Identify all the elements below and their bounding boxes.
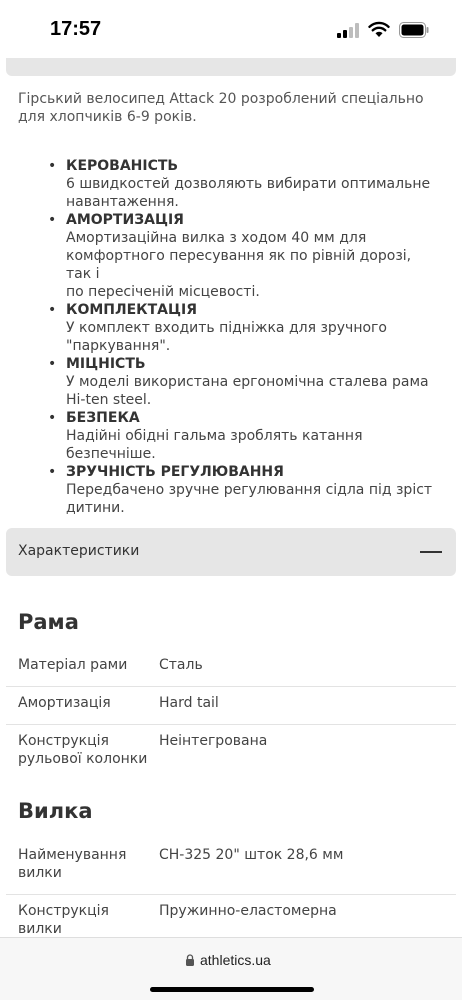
feature-text: У комплект входить підніжка для зручного bbox=[66, 320, 387, 336]
feature-text: Передбачено зручне регулювання сідла під зріст bbox=[66, 482, 433, 498]
home-indicator[interactable] bbox=[150, 987, 314, 992]
spec-value: Пружинно-еластомерна bbox=[159, 903, 337, 919]
feature-text: комфортного пересування як по рівній дорозі, так і bbox=[66, 248, 412, 282]
bullet-icon: • bbox=[48, 158, 57, 174]
table-row bbox=[6, 902, 456, 938]
lock-icon bbox=[185, 954, 195, 966]
list-item bbox=[48, 157, 438, 211]
spec-label bbox=[18, 732, 148, 768]
spec-label-line: Найменування bbox=[18, 847, 127, 863]
feature-title: МІЦНІСТЬ bbox=[66, 356, 146, 372]
feature-list bbox=[48, 157, 438, 517]
spec-value: Сталь bbox=[159, 657, 203, 673]
feature-title: БЕЗПЕКА bbox=[66, 410, 140, 426]
feature-text: дитини. bbox=[66, 500, 125, 516]
section-title-frame: Рама bbox=[18, 610, 79, 634]
bullet-icon: • bbox=[48, 212, 57, 228]
status-time: 17:57 bbox=[50, 18, 102, 40]
spec-value: CH-325 20" шток 28,6 мм bbox=[159, 847, 344, 863]
url-text[interactable]: athletics.ua bbox=[200, 952, 271, 968]
feature-title: ЗРУЧНІСТЬ РЕГУЛЮВАННЯ bbox=[66, 464, 284, 480]
browser-address-bar[interactable] bbox=[0, 937, 462, 1000]
feature-text: Надійні обідні гальма зроблять катання bbox=[66, 428, 363, 444]
spec-label-line: вилки bbox=[18, 865, 62, 881]
spec-label-line: рульової колонки bbox=[18, 751, 148, 767]
wifi-icon bbox=[368, 21, 390, 38]
feature-title: АМОРТИЗАЦІЯ bbox=[66, 212, 184, 228]
intro-text: Гірський велосипед Attack 20 розроблений спеціально для хлопчиків 6-9 років. bbox=[18, 91, 424, 125]
spec-value: Hard tail bbox=[159, 695, 219, 711]
list-item bbox=[48, 409, 438, 463]
feature-text: У моделі використана ергономічна сталева рама bbox=[66, 374, 429, 390]
list-item bbox=[48, 211, 438, 301]
spec-label: Матеріал рами bbox=[18, 657, 128, 673]
feature-text: "паркування". bbox=[66, 338, 171, 354]
feature-text: Hi-ten steel. bbox=[66, 392, 152, 408]
spec-label bbox=[18, 846, 148, 882]
bullet-icon: • bbox=[48, 464, 57, 480]
table-row bbox=[6, 694, 456, 725]
list-item bbox=[48, 355, 438, 409]
feature-text: навантаження. bbox=[66, 194, 179, 210]
collapse-minus-icon[interactable] bbox=[420, 551, 442, 553]
spec-value: Неінтегрована bbox=[159, 733, 268, 749]
section-title-fork: Вилка bbox=[18, 799, 93, 823]
table-row bbox=[6, 846, 456, 895]
status-bar bbox=[0, 0, 462, 58]
feature-title: КОМПЛЕКТАЦІЯ bbox=[66, 302, 197, 318]
feature-text: 6 швидкостей дозволяють вибирати оптимальне bbox=[66, 176, 431, 192]
bullet-icon: • bbox=[48, 302, 57, 318]
spec-label bbox=[18, 902, 148, 938]
feature-text: безпечніше. bbox=[66, 446, 156, 462]
characteristics-accordion[interactable] bbox=[6, 528, 456, 576]
battery-icon bbox=[399, 22, 429, 38]
feature-text: Амортизаційна вилка з ходом 40 мм для bbox=[66, 230, 367, 246]
spec-label: Амортизація bbox=[18, 695, 111, 711]
characteristics-accordion-label: Характеристики bbox=[18, 543, 140, 559]
bullet-icon: • bbox=[48, 356, 57, 372]
table-row bbox=[6, 656, 456, 687]
table-row bbox=[6, 732, 456, 781]
bullet-icon: • bbox=[48, 410, 57, 426]
feature-text: по пересіченій місцевості. bbox=[66, 284, 260, 300]
spec-label-line: вилки bbox=[18, 921, 62, 937]
feature-title: КЕРОВАНІСТЬ bbox=[66, 158, 179, 174]
cellular-signal-icon bbox=[337, 23, 361, 38]
spec-label-line: Конструкція bbox=[18, 903, 109, 919]
list-item bbox=[48, 301, 438, 355]
list-item bbox=[48, 463, 438, 517]
spec-label-line: Конструкція bbox=[18, 733, 109, 749]
